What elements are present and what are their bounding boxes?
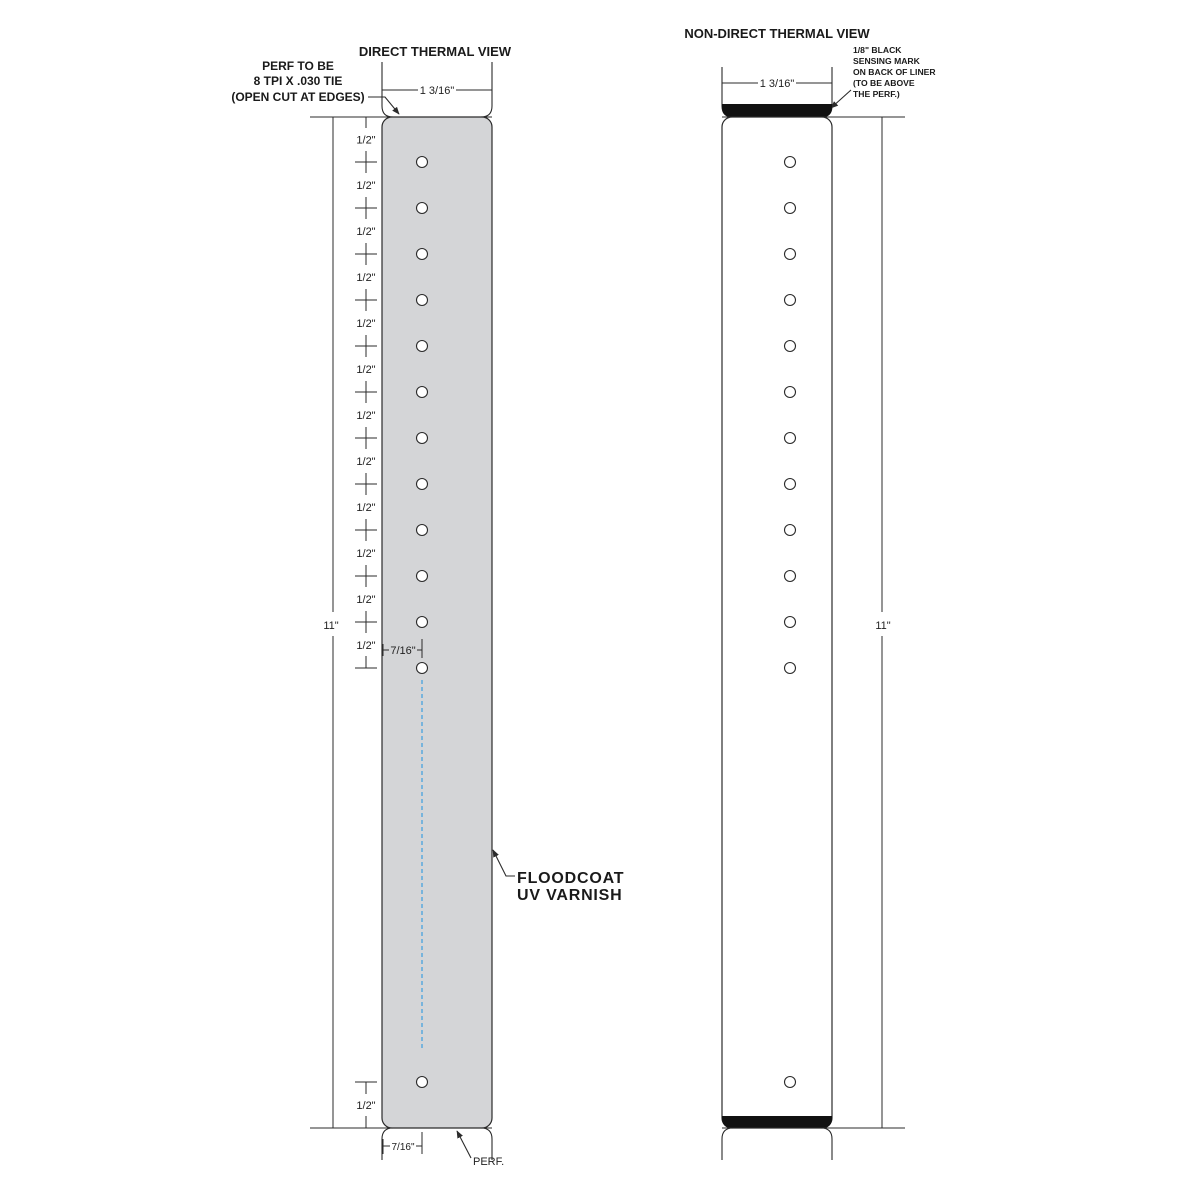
hole-spacing-label: 1/2" bbox=[356, 180, 376, 192]
pin-hole bbox=[785, 663, 796, 674]
perf-callout-leader bbox=[457, 1131, 471, 1158]
pin-hole bbox=[417, 387, 428, 398]
pin-hole bbox=[417, 479, 428, 490]
pin-hole bbox=[417, 433, 428, 444]
floodcoat-label: FLOODCOAT bbox=[517, 870, 625, 887]
pin-hole bbox=[417, 295, 428, 306]
width-label: 1 3/16" bbox=[419, 85, 455, 97]
floodcoat-callout bbox=[493, 850, 624, 904]
hole-spacing-label: 1/2" bbox=[356, 456, 376, 468]
sensing-note-line-2: SENSING MARK bbox=[853, 56, 920, 66]
pin-hole bbox=[785, 525, 796, 536]
pin-hole bbox=[785, 617, 796, 628]
bottom-hole-spacing-dimension bbox=[355, 1082, 377, 1128]
next-label-edge-right bbox=[821, 1128, 832, 1160]
hole-spacing-label: 1/2" bbox=[356, 548, 376, 560]
height-dimension bbox=[875, 117, 890, 1128]
next-label-edge-left bbox=[722, 1128, 733, 1160]
edge-offset-label: 7/16" bbox=[390, 645, 416, 657]
perf-note-line-2: 8 TPI X .030 TIE bbox=[253, 74, 343, 88]
hole-spacing-label: 1/2" bbox=[356, 1100, 376, 1112]
perf-label: PERF. bbox=[473, 1156, 505, 1168]
label-strip bbox=[722, 117, 832, 1128]
perf-note-line-3: (OPEN CUT AT EDGES) bbox=[231, 90, 365, 104]
pin-hole bbox=[785, 571, 796, 582]
width-label: 1 3/16" bbox=[759, 78, 795, 90]
pin-hole bbox=[785, 479, 796, 490]
pin-hole bbox=[417, 525, 428, 536]
hole-spacing-label: 1/2" bbox=[356, 364, 376, 376]
non-direct-thermal-view bbox=[684, 26, 936, 1160]
direct-thermal-view-title: DIRECT THERMAL VIEW bbox=[358, 44, 512, 59]
pin-hole bbox=[785, 341, 796, 352]
pin-hole bbox=[785, 203, 796, 214]
pin-hole bbox=[785, 1077, 796, 1088]
hole-spacing-label: 1/2" bbox=[356, 640, 376, 652]
sensing-mark-note bbox=[831, 45, 936, 108]
pin-hole bbox=[417, 1077, 428, 1088]
pin-hole bbox=[417, 249, 428, 260]
hole-spacing-label: 1/2" bbox=[356, 226, 376, 238]
hole-spacing-dimensions bbox=[355, 117, 377, 668]
edge-offset-dimension-lower bbox=[383, 1132, 422, 1154]
hole-spacing-label: 1/2" bbox=[356, 134, 376, 147]
height-dimension bbox=[323, 117, 338, 1128]
pin-hole bbox=[785, 387, 796, 398]
height-label: 11" bbox=[875, 620, 891, 632]
hole-spacing-label: 1/2" bbox=[356, 318, 376, 330]
uv-varnish-label: UV VARNISH bbox=[517, 887, 623, 904]
height-label: 11" bbox=[323, 620, 339, 632]
perf-note-line-1: PERF TO BE bbox=[262, 59, 334, 73]
hole-spacing-label: 1/2" bbox=[356, 502, 376, 514]
hole-spacing-label: 1/2" bbox=[356, 594, 376, 606]
width-dimension bbox=[382, 85, 492, 97]
non-direct-thermal-view-title: NON-DIRECT THERMAL VIEW bbox=[684, 26, 870, 41]
pin-hole bbox=[417, 617, 428, 628]
sensing-note-line-3: ON BACK OF LINER bbox=[853, 67, 936, 77]
perf-note bbox=[231, 59, 399, 114]
sensing-note-leader bbox=[831, 90, 851, 108]
pin-hole bbox=[417, 571, 428, 582]
pin-hole bbox=[417, 341, 428, 352]
hole-spacing-label: 1/2" bbox=[356, 410, 376, 422]
sensing-note-line-1: 1/8" BLACK bbox=[853, 45, 902, 55]
floodcoat-label-strip bbox=[382, 117, 492, 1128]
pin-hole bbox=[785, 249, 796, 260]
pin-hole bbox=[417, 663, 428, 674]
pin-hole bbox=[417, 157, 428, 168]
pin-hole bbox=[785, 433, 796, 444]
perf-callout bbox=[457, 1131, 504, 1168]
black-sensing-mark-bottom bbox=[722, 1116, 832, 1128]
hole-spacing-label: 1/2" bbox=[356, 272, 376, 284]
pin-hole bbox=[785, 157, 796, 168]
pin-hole bbox=[417, 203, 428, 214]
floodcoat-callout-leader bbox=[493, 850, 515, 876]
width-dimension bbox=[722, 78, 832, 90]
black-sensing-mark-top bbox=[722, 104, 832, 117]
direct-thermal-view bbox=[231, 44, 624, 1168]
sensing-note-line-4: (TO BE ABOVE bbox=[853, 78, 915, 88]
edge-offset-label: 7/16" bbox=[391, 1142, 415, 1153]
pin-hole bbox=[785, 295, 796, 306]
sensing-note-line-5: THE PERF.) bbox=[853, 89, 900, 99]
